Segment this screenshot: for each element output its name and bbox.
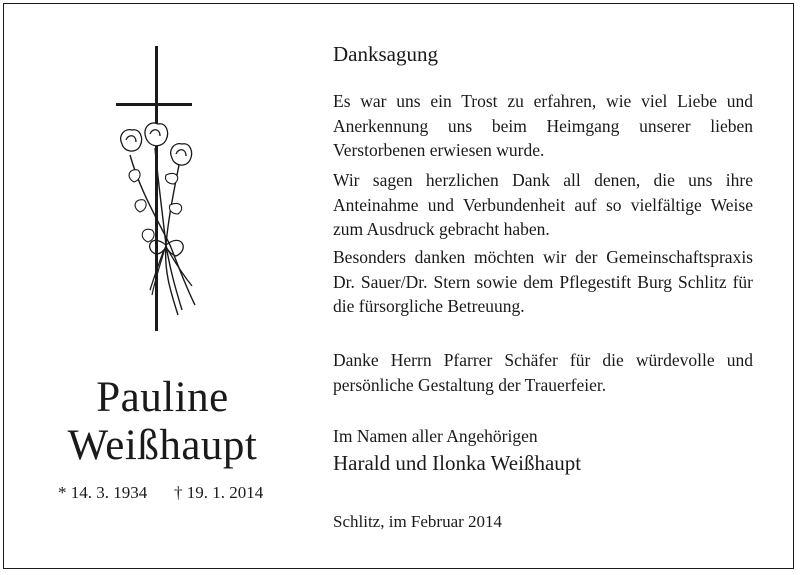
notice-paragraph: Es war uns ein Trost zu erfahren, wie viel Liebe und Anerkennung uns beim Heimgang unserer lieben Verstorbenen erwiesen wurde. bbox=[333, 91, 753, 160]
death-date: † 19. 1. 2014 bbox=[174, 483, 264, 502]
notice-paragraph: Wir sagen herzlichen Dank all denen, die uns ihre Anteinahme und Verbundenheit auf so vielfältige Weise zum Ausdruck gebracht haben. bbox=[333, 170, 753, 239]
deceased-last-name: Weißhaupt bbox=[67, 422, 258, 469]
cross-with-roses-icon bbox=[100, 40, 220, 340]
notice-paragraph: Danke Herrn Pfarrer Schäfer für die würdevolle und persönliche Gestaltung der Trauerfeier. bbox=[333, 350, 753, 395]
place-date: Schlitz, im Februar 2014 bbox=[333, 512, 503, 531]
family-names: Harald und Ilonka Weißhaupt bbox=[333, 451, 582, 475]
deceased-first-name: Pauline bbox=[96, 374, 229, 421]
notice-heading: Danksagung bbox=[333, 42, 438, 66]
on-behalf-line: Im Namen aller Angehörigen bbox=[333, 426, 538, 446]
notice-paragraph: Besonders danken möchten wir der Gemeinschaftspraxis Dr. Sauer/Dr. Stern sowie dem Pflegestift Burg Schlitz für die fürsorgliche Betreuung. bbox=[333, 247, 753, 316]
birth-date: * 14. 3. 1934 bbox=[58, 483, 148, 502]
